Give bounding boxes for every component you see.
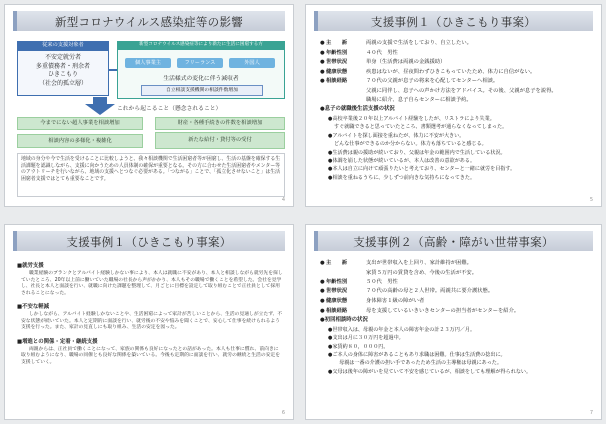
income-drop-text: 生活様式の変化に伴う減収者 bbox=[163, 76, 239, 82]
profile-row: ● 年齢性別 ４０代 男性 bbox=[320, 49, 398, 56]
support-line-1: 不安定就労者 bbox=[44, 54, 81, 61]
subsidy-box: 自立相談支援機関の相談件数増加 bbox=[141, 85, 263, 96]
profile-row: ● 世帯状況 単身（生活費は両親の金銭援助） bbox=[320, 59, 446, 66]
profile-row: ● 主 訴 両親の支援で生活をしており、自立したい。 bbox=[320, 40, 472, 46]
slide-covid-impact bbox=[4, 4, 294, 207]
bullet-item: ●体調を崩した状態が続いているが、本人は改善の意欲がある。 bbox=[328, 158, 476, 164]
profile-row: ● 健康状態 身体障害１級の障がい者 bbox=[320, 297, 425, 304]
section-body: しかしながら、アルバイト経験しかないことや、生活困窮によって家計が苦しいことから、生活の見通しが立たず、不安な状態が続いていた。本人と定期的に面談を行い、就労後の不安や悩みを聞くことで、安心して仕事を続けられるよう支援を行った。また、家計の見直しにも取り組み、生活の安定を図った。 bbox=[21, 312, 283, 330]
bullet-item: ●アルバイトを探し面接を重ねたが、体力に不安が大きい。 bbox=[328, 132, 465, 139]
summary-paragraph: 地域の身分や今で生活を受けることに比較しようと、我々相談機関で生活困窮者等が困窮し、生活の基盤を確保する生活課題を認識しながら、支援に向かうための人員体制の確保が重要となる。その方に合わせた生活困窮者やメンター等のアウトリーチを行いながら、地域の支援へとつなぐ必要がある。「つながる」ことで、「孤立化させないこと」は生活困窮者支援ではとても重要なことです。 bbox=[17, 153, 285, 197]
bullet-item: ●相談を重ねるうちに、少しずつ前向きな気持ちになってきた。 bbox=[328, 174, 476, 181]
down-arrow-icon bbox=[85, 97, 115, 115]
existing-support-box bbox=[17, 50, 109, 96]
section-heading: ●息子の就職後生活支援の状況 bbox=[320, 106, 395, 113]
profile-row: ● 主 訴 支出が世帯収入を上回り、家計維持が困難。 bbox=[320, 260, 472, 266]
bullet-item: ●ご本人の身体に障害があることもあり求職は困難。仕事は生活費の捻出に。 bbox=[328, 351, 506, 358]
profile-rows bbox=[320, 39, 591, 182]
profile-row: ● 世帯状況 ７０代の高齢の母と２人世帯。両親共に要介護状態。 bbox=[320, 288, 494, 295]
complaint-detail: 家賃５万円の賃貸を含め、今後の生活が不安。 bbox=[366, 269, 478, 276]
slide-case1-profile bbox=[305, 4, 602, 207]
support-line-4: （社会的孤立層） bbox=[38, 79, 87, 87]
existing-support-header: 従来の支援対象者 bbox=[17, 41, 109, 50]
bullet-item: ●生活費は親の援助が続いており、父親は年金の範囲内で生活している状況。 bbox=[328, 149, 506, 156]
profile-rows bbox=[320, 259, 591, 376]
outcome-box-3: 相談内容の多様化・複雑化 bbox=[17, 134, 143, 148]
route-detail: 父親に同伴し、息子への声かけ方法をアドバイス。その後、父親が息子を説得。 bbox=[366, 87, 557, 94]
pill-foreigner: 外国人 bbox=[229, 58, 275, 68]
bullet-item: ●高校卒業後２０年以上アルバイト経験をしたが、リストラにより失業。 bbox=[328, 115, 495, 122]
page-number: 4 bbox=[281, 197, 285, 203]
bullet-item: ●本人は自立に向けて頑張りたいと考えており、センターと一緒に就労を目指す。 bbox=[328, 166, 516, 173]
outcome-box-1: 今までにない超人事業を相談増加 bbox=[17, 117, 143, 130]
connector-arrow bbox=[109, 69, 117, 71]
slide-title: 新型コロナウイルス感染症等の影響 bbox=[54, 15, 244, 29]
section-heading: ●初回相談時の状況 bbox=[320, 317, 368, 324]
profile-row: ● 年齢性別 ５０代 男性 bbox=[320, 278, 398, 285]
section-heading: ■就労支援 bbox=[17, 263, 44, 269]
support-sections bbox=[17, 259, 283, 366]
profile-row: ● 相談経路 ７０代の父親が息子の将来を心配してセンターへ相談。 bbox=[320, 78, 499, 85]
outcome-box-2: 財産・各種手続きの件数を相談増加 bbox=[155, 117, 285, 130]
bullet-item: ●父母は後年の障がいを見ていて不安を感じているが、相談をしても理解が得られない。 bbox=[328, 368, 532, 375]
slide-title: 支援事例２（高齢・障がい世帯事案） bbox=[353, 235, 554, 249]
pill-freelance: フリーランス bbox=[177, 58, 223, 68]
section-heading: ■増進との関係・定着・継続支援 bbox=[17, 338, 98, 345]
bullet-item: ●家賃約８０，０００円。 bbox=[328, 343, 389, 350]
support-line-3: ひきこもり bbox=[47, 71, 78, 78]
slide-title: 支援事例１（ひきこもり事案） bbox=[370, 15, 537, 29]
bullet-item: 母親は一番の介護の担い手であったため生活の主導権は母親にあった。 bbox=[334, 360, 502, 367]
arrow-caption: これから起こること（懸念されること） bbox=[117, 106, 222, 112]
outcome-box-4: 新たな給付・貸付等の受付 bbox=[155, 132, 285, 149]
bullet-item: すぐ就職できると思っていたところ、書類選考が通らなくなってしまった。 bbox=[334, 124, 508, 131]
slide-case2-profile bbox=[305, 224, 602, 420]
section-body: 両親からは、正社員で働くことになって、家族の関係も良好になったとの話があった。本人も仕事に慣れ、前向きに取り組むようになり、職場の同僚とも良好な関係を築いている。今後も定期的に面談を行い、就労の継続と生活の安定を支援していく。 bbox=[21, 346, 281, 365]
page-number: 7 bbox=[589, 410, 593, 416]
route-detail: 職場に紹介、息子自らセンターに相談予約。 bbox=[366, 97, 472, 104]
section-body: 職業経験のブランクとアルバイト経験しかない事により、本人は就職に不安があり、本人と相談しながら就労先を探していたところ、20年以上前に働いていた職場の社長から声がかかり、本人もその職場で働くことを希望した。会社を見学し、社長と本人と面談を行い、就職に向けた課題を整理して、月ごとに目標を設定して取り組むことで正社員として採用されることになった。 bbox=[21, 271, 283, 296]
profile-row: ● 相談経路 母を支援しているいきいきセンターの担当者がセンターを紹介。 bbox=[320, 307, 520, 314]
bullet-item: ●世帯収入は、母親の年金と本人の障害年金の計２３万円／月。 bbox=[328, 326, 476, 333]
page-number: 5 bbox=[589, 197, 593, 203]
pill-self-employed: 個人事業主 bbox=[125, 58, 171, 68]
slide-title: 支援事例１（ひきこもり事案） bbox=[66, 235, 232, 249]
bullet-item: どんな仕事ができるのか分からない。体力も落ちていると感じる。 bbox=[334, 141, 487, 148]
new-needy-header: 新型コロナウイルス感染症等により新たに生活に困窮する方 bbox=[117, 41, 285, 49]
support-line-2: 多重債務者・刑余者 bbox=[35, 62, 90, 70]
slide-case1-support bbox=[4, 224, 294, 420]
bullet-item: ●支出は月に３０万円を超過中。 bbox=[328, 335, 404, 342]
profile-row: ● 健康状態 疾患はないが、昼夜問わずひきこもっていたため、体力に自信がない。 bbox=[320, 68, 536, 75]
page-number: 6 bbox=[281, 410, 285, 416]
section-heading: ■不安な軽減 bbox=[17, 304, 50, 310]
